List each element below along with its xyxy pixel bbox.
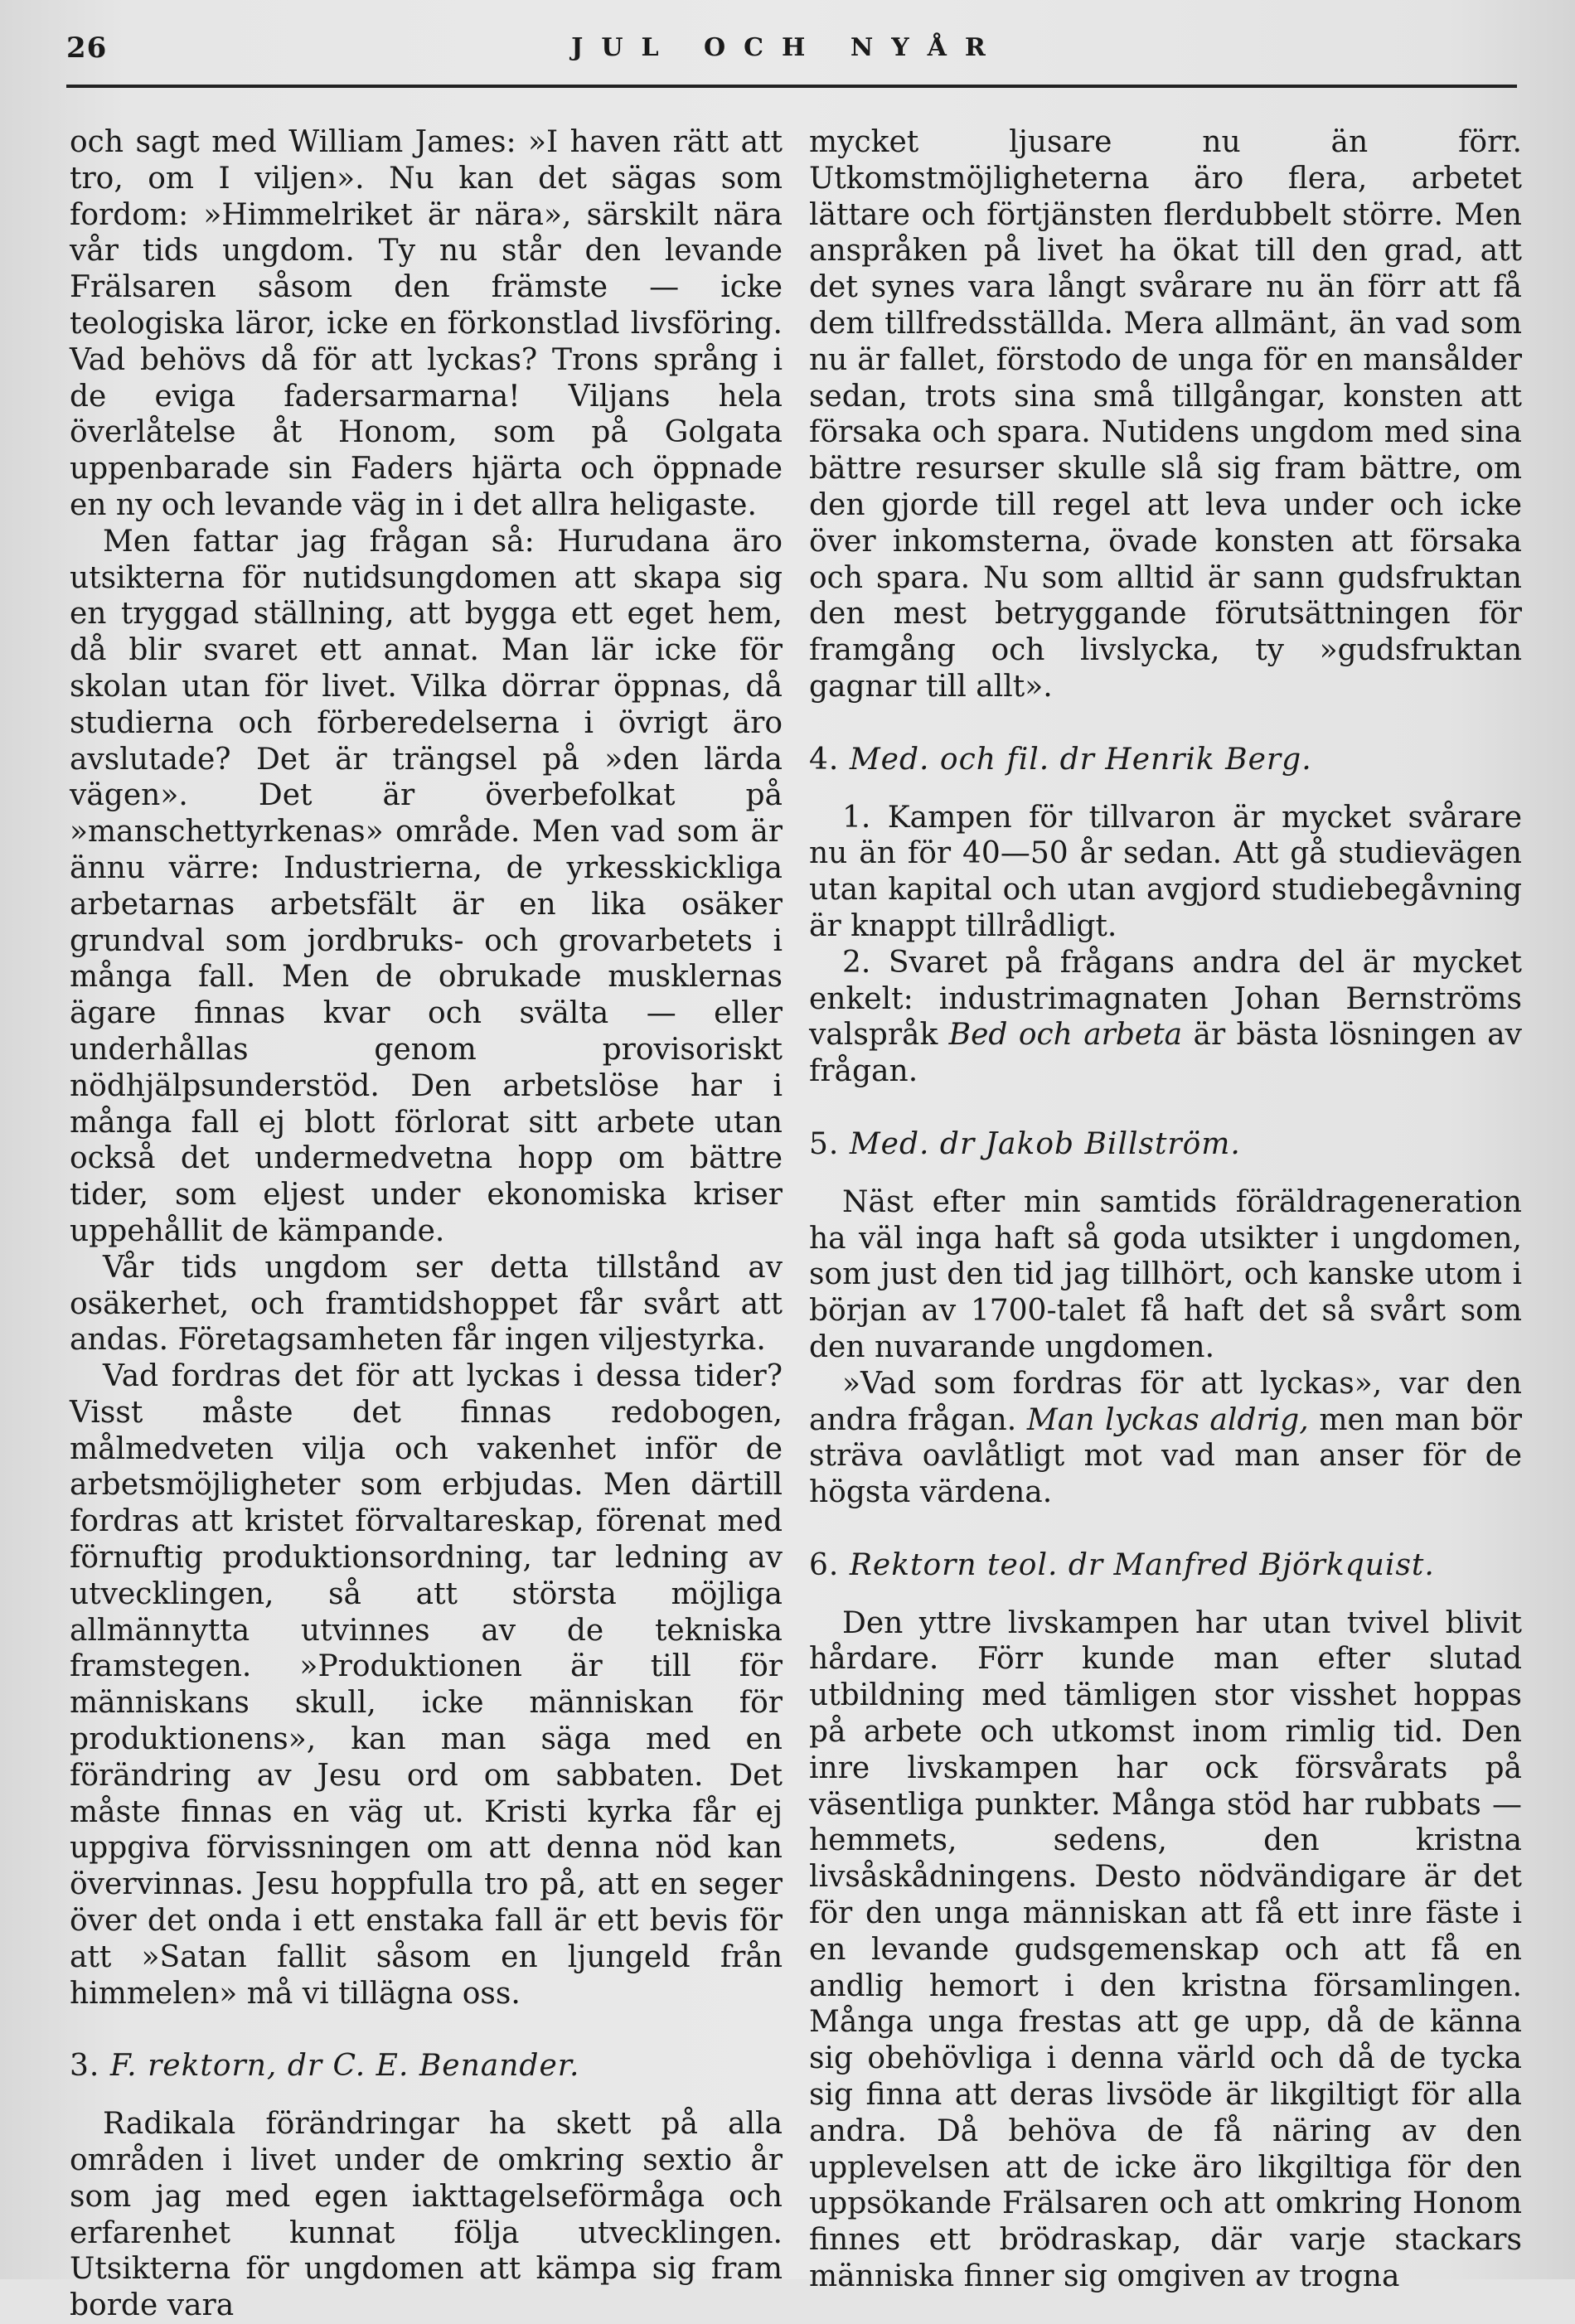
paragraph xyxy=(809,945,1522,1090)
paragraph: Den yttre livskampen har utan tvivel blivit hårdare. Förr kunde man efter slutad utbildning med tämligen stor visshet hoppas på arbete och utkomst inom rimlig tid. Den inre livskampen har ock försvårats på väsentliga punkter. Många stöd har rubbats — hemmets, sedens, den kristna livsåskådningens. Desto nödvändigare är det för den unga människan att få ett inre fäste i en levande gudsgemenskap och att få en andlig hemort i den kristna församlingen. Många unga frestas att ge upp, då de känna sig obehövliga i denna värld och då de tycka sig finna att deras livsöde är likgiltigt för alla andra. Då behöva de få näring av den upplevelsen att de icke äro likgiltiga för den uppsökande Frälsaren och att omkring Honom finnes ett brödraskap, där varje stackars människa finner sig omgiven av trogna xyxy=(809,1605,1522,2294)
section-number: 4. xyxy=(809,742,840,777)
section-number: 5. xyxy=(809,1126,840,1161)
paragraph: och sagt med William James: »I haven rätt att tro, om I viljen». Nu kan det sägas som fordom: »Himmelriket är nära», särskilt nära vår tids ungdom. Ty nu står den levande Frälsaren såsom den främste — icke teologiska läror, icke en förkonstlad livsföring. Vad behövs då för att lyckas? Trons språng i de eviga fadersarmarna! Viljans hela överlåtelse åt Honom, som på Golgata uppenbarade sin Faders hjärta och öppnade en ny och levande väg in i det allra heligaste. xyxy=(70,125,783,522)
running-title: JUL OCH NYÅR xyxy=(571,33,1004,62)
page-header xyxy=(66,25,1509,75)
paragraph: Näst efter min samtids föräldrageneration ha väl inga haft så goda utsikter i ungdomen, som just den tid jag tillhört, och kanske utom i början av 1700-talet få haft det så svårt som den nuvarande ungdomen. xyxy=(809,1184,1522,1364)
section-heading-6 xyxy=(809,1547,1522,1584)
section-heading-5 xyxy=(809,1126,1522,1163)
text-run: 2. Svaret på frågans andra del är mycket enkelt: industrimagnaten Johan Bernströms valspråk xyxy=(809,945,1522,1053)
italic-text: Bed och arbeta xyxy=(948,1018,1183,1053)
section-author: Med. och fil. dr Henrik Berg. xyxy=(849,742,1312,777)
paragraph: 1. Kampen för tillvaron är mycket svårare nu än för 40—50 år sedan. Att gå studievägen utan kapital och utan avgjord studiebegåvning är knappt tillrådligt. xyxy=(809,800,1522,943)
section-author: F. rektorn, dr C. E. Benander. xyxy=(109,2049,580,2084)
text-run: »Vad som fordras för att lyckas», var den andra frågan. xyxy=(809,1366,1522,1437)
section-heading-3 xyxy=(70,2048,783,2084)
italic-text: Man lyckas aldrig, xyxy=(1026,1402,1309,1437)
paragraph: mycket ljusare nu än förr. Utkomstmöjligheterna äro flera, arbetet lättare och förtjänsten flerdubbelt större. Men anspråken på livet ha ökat till den grad, att det synes vara långt svårare nu än förr att få dem tillfredsställda. Mera allmänt, än vad som nu är fallet, förstodo de unga för en mansålder sedan, trots sina små tillgångar, konsten att försaka och spara. Nutidens ungdom med sina bättre resurser skulle slå sig fram bättre, om den gjorde till regel att leva under och icke över inkomsterna, övade konsten att försaka och spara. Nu som alltid är sann gudsfruktan den mest betryggande förutsättningen för framgång och livslycka, ty »gudsfruktan gagnar till allt». xyxy=(809,125,1522,704)
page-number: 26 xyxy=(66,31,108,65)
text-run: är bästa lösningen av frågan. xyxy=(809,1018,1522,1089)
text-run: men man bör sträva oavlåtligt mot vad man anser för de högsta värdena. xyxy=(809,1402,1522,1510)
paragraph: Men fattar jag frågan så: Hurudana äro utsikterna för nutidsungdomen att skapa sig en tryggad ställning, att bygga ett eget hem, då blir svaret ett annat. Man lär icke för skolan utan för livet. Vilka dörrar öppnas, då studierna och förberedelserna i övrigt äro avslutade? Det är trängsel på »den lärda vägen». Det är överbefolkat på »manschettyrkenas» område. Men vad som är ännu värre: Industrierna, de yrkesskickliga arbetarnas arbetsfält är en lika osäker grundval som jordbruks- och grovarbetets i många fall. Men de obrukade musklernas ägare finnas kvar och svälta — eller underhållas genom provisoriskt nödhjälpsunderstöd. Den arbetslöse har i många fall ej blott förlorat sitt arbete utan också det undermedvetna hopp om bättre tider, som eljest under ekonomiska kriser uppehållit de kämpande. xyxy=(70,524,783,1248)
section-number: 6. xyxy=(809,1547,840,1582)
section-author: Rektorn teol. dr Manfred Björkquist. xyxy=(849,1547,1435,1582)
section-number: 3. xyxy=(70,2049,100,2084)
paragraph xyxy=(809,1366,1522,1511)
section-author: Med. dr Jakob Billström. xyxy=(849,1126,1241,1161)
paragraph: Vår tids ungdom ser detta tillstånd av osäkerhet, och framtidshoppet får svårt att andas. Företagsamheten får ingen viljestyrka. xyxy=(70,1250,783,1358)
left-column xyxy=(70,124,783,2323)
right-column xyxy=(809,124,1522,2294)
paragraph: Radikala förändringar ha skett på alla områden i livet under de omkring sextio år som jag med egen iakttagelseförmåga och erfarenhet kunnat följa utvecklingen. Utsikterna för ungdomen att kämpa sig fram borde vara xyxy=(70,2107,783,2323)
section-heading-4 xyxy=(809,742,1522,778)
paragraph: Vad fordras det för att lyckas i dessa tider? Visst måste det finnas redobogen, målmedveten vilja och vakenhet inför de arbetsmöjligheter som erbjudas. Men därtill fordras att kristet förvaltareskap, förenat med förnuftig produktionsordning, tar ledning av utvecklingen, så att största möjliga allmännytta utvinnes av de tekniska framstegen. »Produktionen är till för människans skull, icke människan för produktionens», kan man säga med en förändring av Jesu ord om sabbaten. Det måste finnas en väg ut. Kristi kyrka får ej uppgiva förvissningen om att denna nöd kan övervinnas. Jesu hoppfulla tro på, att en seger över det onda i ett enstaka fall är ett bevis för att »Satan fallit såsom en ljungeld från himmelen» må vi tillägna oss. xyxy=(70,1359,783,2011)
header-rule xyxy=(66,85,1517,88)
